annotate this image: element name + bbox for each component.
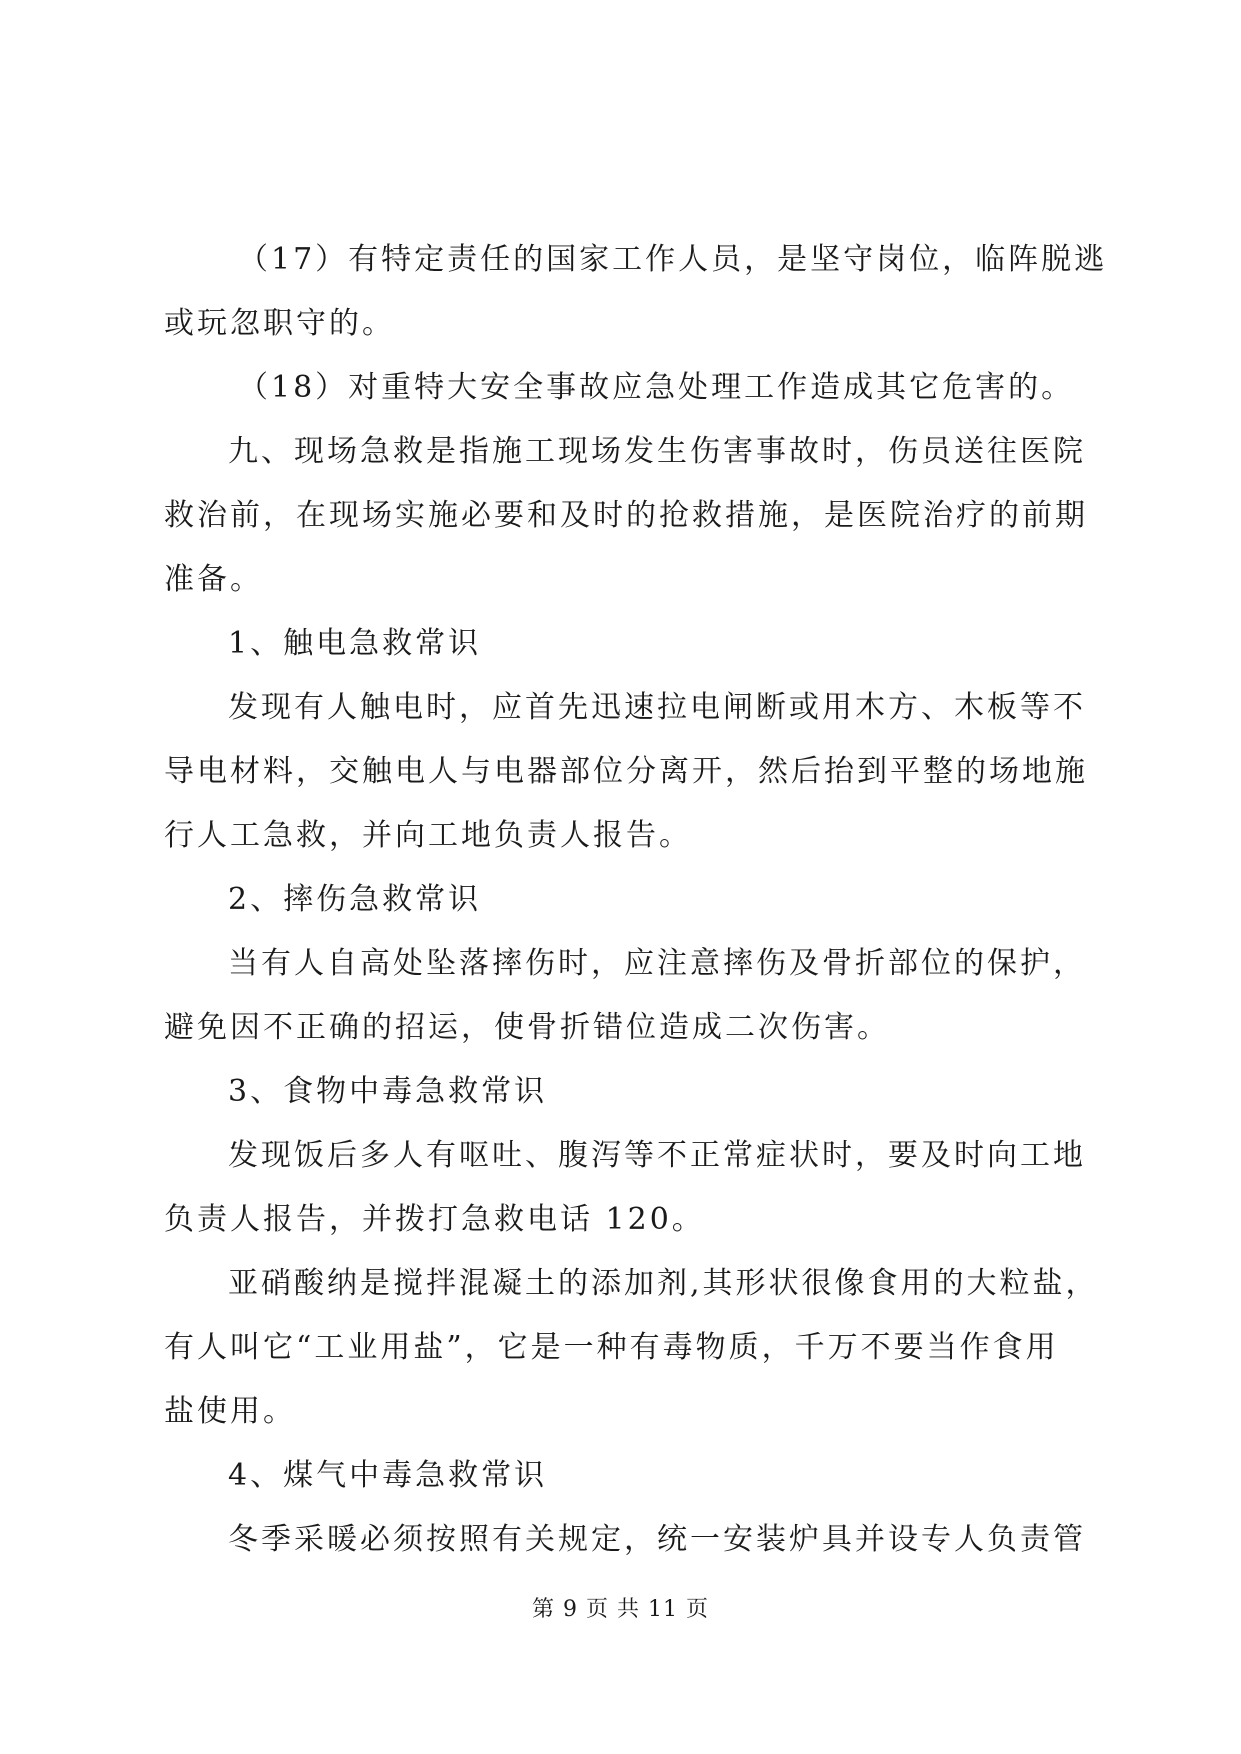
paragraph-line: 准备。 bbox=[164, 562, 263, 597]
paragraph-line: 九、现场急救是指施工现场发生伤害事故时，伤员送往医院 bbox=[228, 434, 1086, 469]
paragraph-line: 盐使用。 bbox=[164, 1394, 296, 1429]
paragraph-line: 冬季采暖必须按照有关规定，统一安装炉具并设专人负责管 bbox=[228, 1522, 1086, 1557]
section-heading: 3、食物中毒急救常识 bbox=[228, 1074, 548, 1109]
paragraph-line: 导电材料，交触电人与电器部位分离开，然后抬到平整的场地施 bbox=[164, 754, 1088, 789]
section-heading: 1、触电急救常识 bbox=[228, 626, 482, 661]
paragraph-line: 负责人报告，并拨打急救电话 120。 bbox=[164, 1202, 705, 1237]
paragraph-line: （17）有特定责任的国家工作人员，是坚守岗位，临阵脱逃 bbox=[238, 242, 1108, 277]
paragraph-line: 亚硝酸纳是搅拌混凝土的添加剂,其形状很像食用的大粒盐， bbox=[228, 1266, 1099, 1301]
paragraph-line: 有人叫它“工业用盐”，它是一种有毒物质，千万不要当作食用 bbox=[164, 1330, 1059, 1365]
paragraph-line: 行人工急救，并向工地负责人报告。 bbox=[164, 818, 692, 853]
paragraph-line: 当有人自高处坠落摔伤时，应注意摔伤及骨折部位的保护， bbox=[228, 946, 1086, 981]
paragraph-line: 发现有人触电时，应首先迅速拉电闸断或用木方、木板等不 bbox=[228, 690, 1086, 725]
paragraph-line: 救治前，在现场实施必要和及时的抢救措施，是医院治疗的前期 bbox=[164, 498, 1088, 533]
paragraph-line: 或玩忽职守的。 bbox=[164, 306, 395, 341]
document-body bbox=[164, 228, 1108, 1572]
page-number-footer: 第 9 页 共 11 页 bbox=[532, 1597, 709, 1622]
paragraph-line: （18）对重特大安全事故应急处理工作造成其它危害的。 bbox=[238, 370, 1075, 405]
section-heading: 4、煤气中毒急救常识 bbox=[228, 1458, 548, 1493]
section-heading: 2、摔伤急救常识 bbox=[228, 882, 482, 917]
paragraph-line: 避免因不正确的招运，使骨折错位造成二次伤害。 bbox=[164, 1010, 890, 1045]
paragraph-line: 发现饭后多人有呕吐、腹泻等不正常症状时，要及时向工地 bbox=[228, 1138, 1086, 1173]
